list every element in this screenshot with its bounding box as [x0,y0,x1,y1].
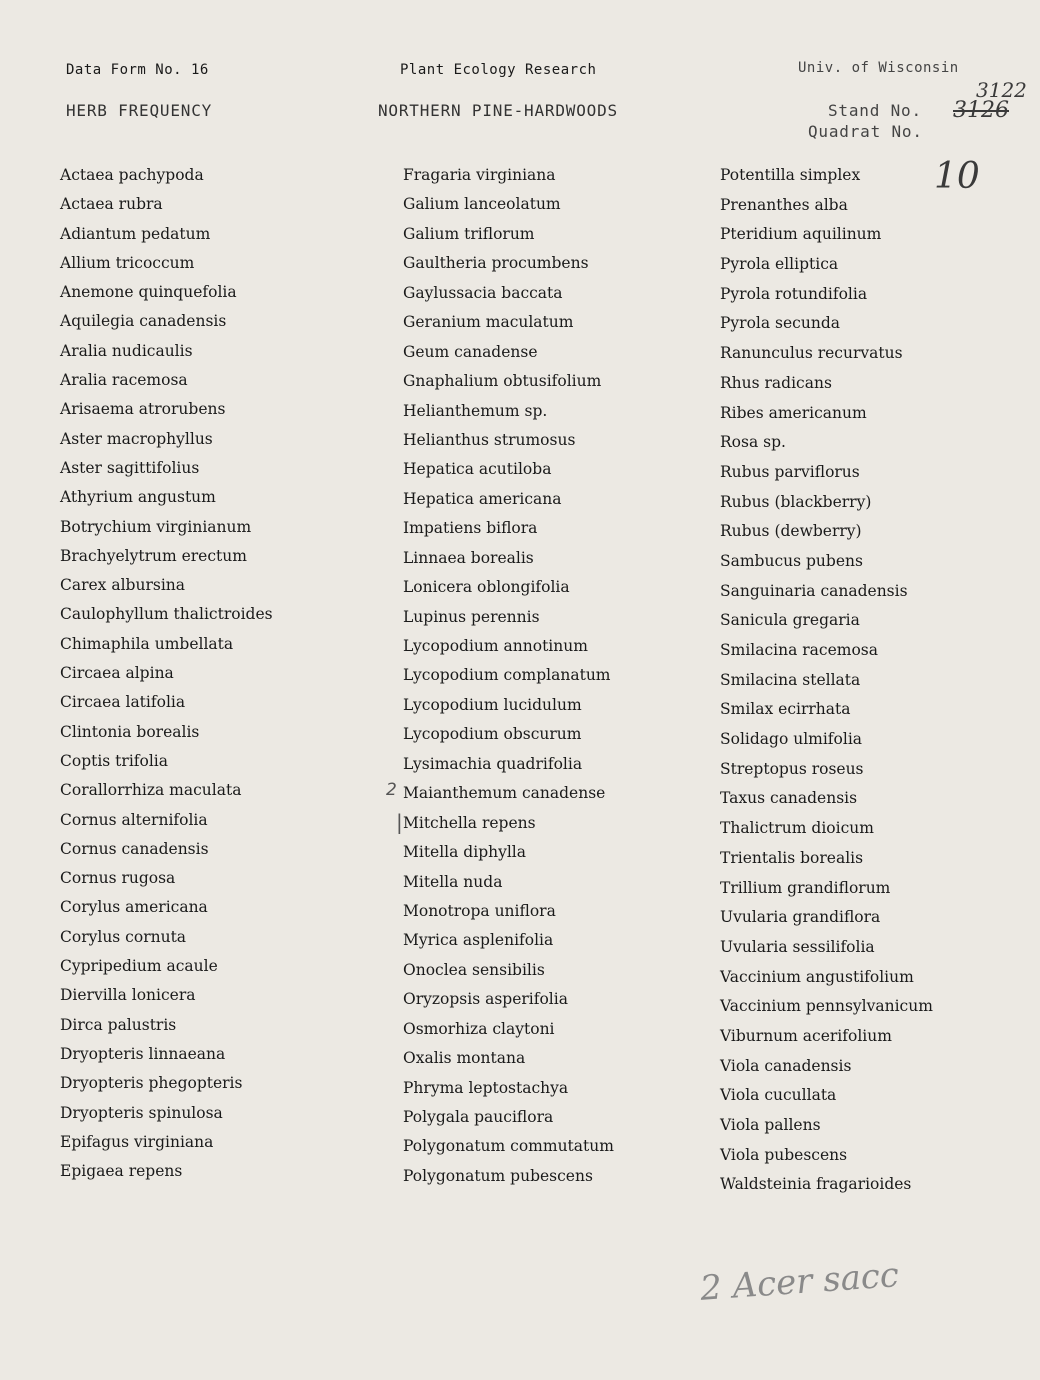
species-item: Corylus americana [60,898,208,917]
species-item: Coptis trifolia [60,751,169,770]
maianthemum-count-mark: 2 [386,780,397,800]
species-item: Ranunculus recurvatus [720,344,903,363]
community-title: NORTHERN PINE-HARDWOODS [378,101,618,120]
species-item: Hepatica acutiloba [403,460,552,479]
species-item: Rubus (dewberry) [720,522,862,541]
species-item: Clintonia borealis [60,722,200,741]
species-item: Ribes americanum [720,403,867,422]
species-item: Lupinus perennis [403,607,540,626]
species-item: Dryopteris linnaeana [60,1044,226,1063]
species-item: Uvularia grandiflora [720,908,881,927]
species-item: Polygala pauciflora [403,1108,554,1126]
species-item: Actaea pachypoda [60,166,204,184]
species-item: Lycopodium lucidulum [403,695,582,714]
species-item: Smilax ecirrhata [720,700,851,719]
species-item: Viola pubescens [720,1145,848,1164]
species-item: Hepatica americana [403,489,562,508]
species-item: Chimaphila umbellata [60,634,234,653]
species-item: Lysimachia quadrifolia [403,754,583,773]
species-item: Trientalis borealis [720,848,864,867]
species-item: Sambucus pubens [720,551,863,570]
species-item: Rosa sp. [720,433,786,452]
species-item: Viola canadensis [720,1056,852,1075]
species-item: Cornus alternifolia [60,810,208,829]
species-column-2 [403,166,614,1196]
species-item: Streptopus roseus [720,759,864,778]
species-item: Solidago ulmifolia [720,730,863,749]
species-item: Pyrola rotundifolia [720,284,868,303]
mitchella-tally-mark: | [396,810,403,834]
species-item: Polygonatum pubescens [403,1166,593,1185]
species-item: Caulophyllum thalictroides [60,605,273,624]
species-item: Lonicera oblongifolia [403,578,570,597]
species-item: Linnaea borealis [403,548,534,567]
species-item: Arisaema atrorubens [60,400,226,419]
species-item: Myrica asplenifolia [403,931,554,950]
species-item: Smilacina racemosa [720,641,878,659]
form-number: Data Form No. 16 [66,62,209,78]
species-item: Trillium grandiflorum [720,878,891,897]
species-item: Corylus cornuta [60,927,187,946]
form-title: HERB FREQUENCY [66,101,213,120]
species-item: Carex albursina [60,576,185,595]
species-item: Polygonatum commutatum [403,1137,614,1156]
species-item: Waldsteinia fragarioides [720,1175,912,1194]
species-item: Epigaea repens [60,1162,183,1181]
species-item: Viola cucullata [720,1086,837,1105]
species-item: Dryopteris spinulosa [60,1103,223,1122]
species-item: Mitella diphylla [403,843,527,862]
species-item: Viburnum acerifolium [720,1026,892,1045]
university-name: Univ. of Wisconsin [798,60,959,76]
species-item: Osmorhiza claytoni [403,1019,555,1038]
species-column-3 [720,166,933,1205]
species-item: Cypripedium acaule [60,957,218,976]
stand-label: Stand No. [828,101,922,120]
species-item: Taxus canadensis [720,789,858,808]
species-item: Galium lanceolatum [403,195,561,214]
species-item: Aralia nudicaulis [60,341,193,360]
species-item: Fragaria virginiana [403,166,556,184]
species-item: Lycopodium obscurum [403,725,582,744]
research-title: Plant Ecology Research [400,62,597,78]
species-item: Vaccinium angustifolium [720,967,914,986]
stand-number-crossed: 3126 [953,98,1009,123]
species-item: Aquilegia canadensis [60,312,227,331]
species-item: Gaylussacia baccata [403,283,563,302]
species-column-1 [60,166,273,1191]
species-item: Oryzopsis asperifolia [403,990,568,1009]
species-item: Corallorrhiza maculata [60,781,242,800]
species-item: Pyrola secunda [720,314,840,333]
species-item: Aster sagittifolius [60,458,200,477]
species-item: Geranium maculatum [403,313,574,332]
species-item: Helianthus strumosus [403,430,576,449]
species-item: Epifagus virginiana [60,1132,214,1151]
species-item: Geum canadense [403,342,538,361]
handwritten-footer-note: 2 Acer sacc [698,1255,901,1309]
species-item: Athyrium angustum [60,488,216,507]
species-item: Diervilla lonicera [60,986,196,1005]
species-item: Allium tricoccum [60,253,195,272]
species-item: Adiantum pedatum [60,224,211,243]
stand-number-handwritten: 3122 [976,78,1027,102]
species-item: Viola pallens [720,1116,821,1134]
species-item: Maianthemum canadense [403,784,606,803]
species-item: Mitchella repens [403,813,536,832]
species-item: Monotropa uniflora [403,901,556,920]
species-item: Helianthemum sp. [403,401,548,420]
species-item: Rubus parviflorus [720,462,860,481]
species-item: Smilacina stellata [720,670,861,689]
species-item: Vaccinium pennsylvanicum [720,997,933,1016]
species-item: Cornus rugosa [60,869,176,888]
species-item: Uvularia sessilifolia [720,937,875,956]
species-item: Anemone quinquefolia [60,283,237,302]
species-item: Brachyelytrum erectum [60,546,247,565]
species-item: Phryma leptostachya [403,1078,569,1097]
species-item: Circaea latifolia [60,693,186,712]
species-item: Botrychium virginianum [60,517,252,536]
species-item: Dryopteris phegopteris [60,1074,243,1093]
species-item: Actaea rubra [60,195,163,214]
species-item: Lycopodium annotinum [403,637,588,655]
species-item: Potentilla simplex [720,166,861,184]
species-item: Aster macrophyllus [60,429,213,448]
species-item: Circaea alpina [60,664,174,683]
species-item: Thalictrum dioicum [720,819,874,838]
species-item: Oxalis montana [403,1049,526,1068]
species-item: Pyrola elliptica [720,255,839,274]
species-item: Onoclea sensibilis [403,960,545,979]
quadrat-label: Quadrat No. [808,122,923,141]
species-item: Lycopodium complanatum [403,666,611,685]
species-item: Sanicula gregaria [720,611,860,630]
species-item: Rhus radicans [720,373,832,392]
species-item: Dirca palustris [60,1015,177,1034]
species-item: Aralia racemosa [60,371,188,390]
species-item: Sanguinaria canadensis [720,581,908,600]
species-item: Impatiens biflora [403,519,538,538]
species-item: Gaultheria procumbens [403,254,589,273]
species-item: Rubus (blackberry) [720,492,872,511]
species-item: Cornus canadensis [60,839,209,858]
species-item: Prenanthes alba [720,195,848,214]
species-item: Gnaphalium obtusifolium [403,372,602,391]
species-item: Pteridium aquilinum [720,225,882,244]
quadrat-number-handwritten: 10 [934,156,980,197]
species-item: Mitella nuda [403,872,503,891]
species-item: Galium triflorum [403,224,535,243]
